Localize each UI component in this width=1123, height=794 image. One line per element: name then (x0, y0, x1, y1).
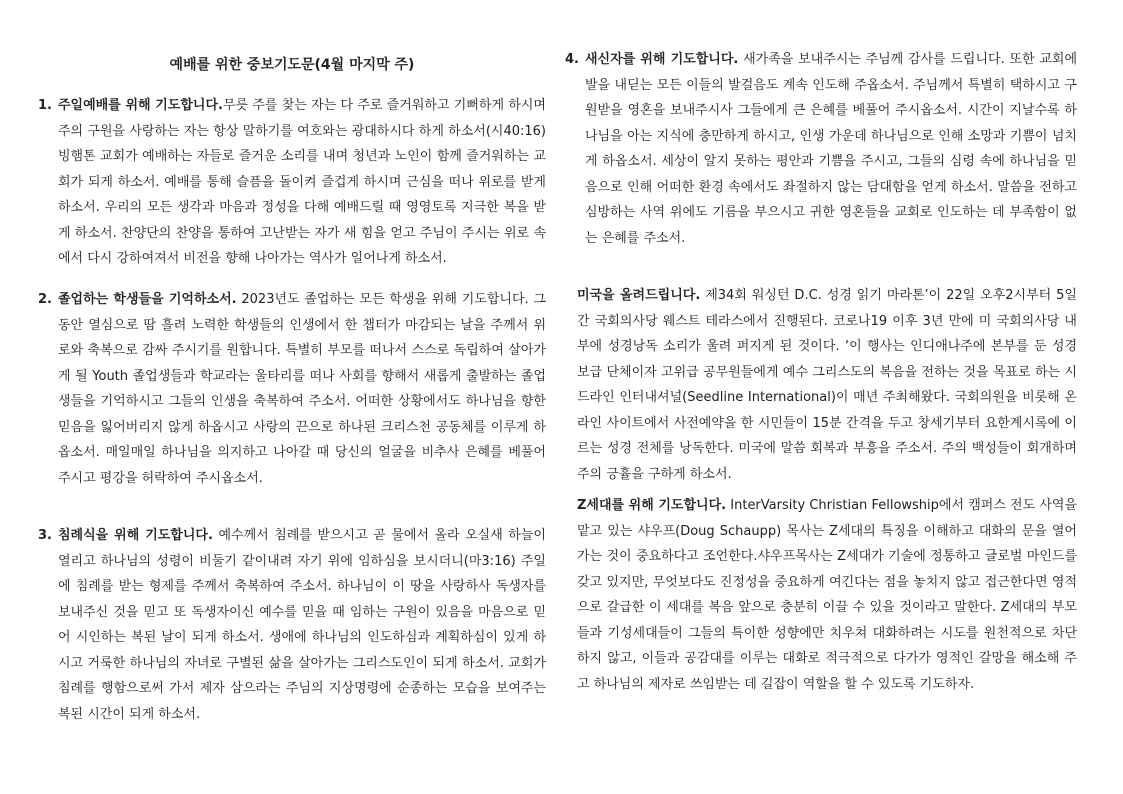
prayer-item-4 (565, 47, 1077, 251)
prayer-item-2 (38, 287, 546, 491)
section-heading: 미국을 올려드립니다. (577, 288, 701, 303)
item-text: 새가족을 보내주시는 주님께 감사를 드립니다. 또한 교회에 발을 내딛는 모든 이들의 발걸음도 계속 인도해 주옵소서. 주님께서 특별히 택하시고 구원받을 영혼을 보내주시사 그들에게 큰 은혜를 베풀어 주시옵소서. 시간이 지날수록 하나님을 아는 지식에 충만하게 하시고, 인생 가운데 하나님으로 인해 소망과 기쁨이 넘치게 하옵소서. 세상이 알지 못하는 평안과 기쁨을 주시고, 그들의 심령 속에 하나님을 믿음으로 인해 어떠한 환경 속에서도 좌절하지 않는 담대함을 얻게 하소서. 말씀을 전하고 심방하는 사역 위에도 기름을 부으시고 귀한 영혼들을 교회로 인도하는 데 부족함이 없는 은혜를 주소서. (585, 52, 1077, 246)
usa-prayer-section (577, 283, 1077, 487)
section-heading: Z세대를 위해 기도합니다. (577, 498, 727, 513)
item-number: 1. (38, 98, 52, 113)
item-text: 무릇 주를 찾는 자는 다 주로 즐거워하고 기뻐하게 하시며 주의 구원을 사랑하는 자는 항상 말하기를 여호와는 광대하시다 하게 하소서(시40:16) 빙햄톤 교회가 예배하는 자들로 즐거운 소리를 내며 청년과 노인이 함께 즐거워하는 교회가 되게 하소서. 예배를 통해 슬픔을 돌이켜 즐겁게 하시며 근심을 떠나 위로를 받게 하소서. 우리의 모든 생각과 마음과 정성을 다해 예배드릴 때 영영토록 지극한 복을 받게 하소서. 찬양단의 찬양을 통하여 고난받는 자가 새 힘을 얻고 주님이 주시는 위로 속에서 다시 강하여져서 비전을 향해 나아가는 역사가 일어나게 하소서. (58, 98, 546, 266)
prayer-item-1 (38, 93, 546, 272)
item-text: 2023년도 졸업하는 모든 학생을 위해 기도합니다. 그 동안 열심으로 땀 흘려 노력한 학생들의 인생에서 한 챕터가 마감되는 날을 주께서 위로와 축복으로 감싸 주시기를 원합니다. 특별히 부모를 떠나서 스스로 독립하여 살아가게 될 Youth 졸업생들과 학교라는 울타리를 떠나 사회를 향해서 새롭게 출발하는 졸업생들을 기억하시고 그들의 인생을 축복하여 주소서. 어떠한 상황에서도 하나님을 향한 믿음을 잃어버리지 않게 하옵시고 사랑의 끈으로 하나된 크리스천 공동체를 이루게 하옵소서. 매일매일 하나님을 의지하고 나아갈 때 당신의 얼굴을 비추사 은혜를 베풀어 주시고 평강을 허락하여 주시옵소서. (58, 292, 546, 486)
item-number: 3. (38, 528, 52, 543)
gen-z-prayer-section (577, 493, 1077, 697)
item-heading: 졸업하는 학생들을 기억하소서. (58, 292, 237, 307)
document-title: 예배를 위한 중보기도문(4월 마지막 주) (169, 57, 415, 73)
item-text: 예수께서 침례를 받으시고 곧 물에서 올라 오실새 하늘이 열리고 하나님의 성령이 비둘기 같이내려 자기 위에 임하심을 보시더니(마3:16) 주일에 침례를 받는 형제를 주께서 축복하여 주소서. 하나님이 이 땅을 사랑하사 독생자를 보내주신 것을 믿고 또 독생자이신 예수를 믿을 때 임하는 구원이 있음을 마음으로 믿어 시인하는 복된 날이 되게 하소서. 생애에 하나님의 인도하심과 계획하심이 있게 하시고 거룩한 하나님의 자녀로 구별된 삶을 살아가는 그리스도인이 되게 하소서. 교회가 침례를 행함으로써 가서 제자 삼으라는 주님의 지상명령에 순종하는 모습을 보여주는 복된 시간이 되게 하소서. (58, 528, 546, 722)
item-number: 2. (38, 292, 52, 307)
section-text: 제34회 워싱턴 D.C. 성경 읽기 마라톤’이 22일 오후2시부터 5일간 국회의사당 웨스트 테라스에서 진행된다. 코로나19 이후 3년 만에 미 국회의사당 내부에 성경낭독 소리가 울려 퍼지게 된 것이다. ‘이 행사는 인디애나주에 본부를 둔 성경 보급 단체이자 고위급 공무원들에게 예수 그리스도의 복음을 전하는 것을 목표로 하는 시드라인 인터내셔널(Seedline International)이 매년 주최해왔다. 국회의원을 비롯해 온라인 사이트에서 사전예약을 한 시민들이 15분 간격을 두고 창세기부터 요한계시록에 이르는 성경 전체를 낭독한다. 미국에 말씀 회복과 부흥을 주소서. 주의 백성들이 회개하며 주의 긍휼을 구하게 하소서. (577, 288, 1077, 482)
item-heading: 주일예배를 위해 기도합니다. (58, 98, 223, 113)
item-body (58, 93, 546, 272)
item-number: 4. (565, 52, 579, 67)
prayer-item-3 (38, 523, 546, 727)
item-heading: 새신자를 위해 기도합니다. (585, 52, 739, 67)
item-heading: 침례식을 위해 기도합니다. (58, 528, 213, 543)
item-body (58, 287, 546, 491)
item-body (58, 523, 546, 727)
item-body (585, 47, 1077, 251)
section-text: InterVarsity Christian Fellowship에서 캠퍼스 전도 사역을 맡고 있는 샤우프(Doug Schaupp) 목사는 Z세대의 특징을 이해하고 대화의 문을 열어가는 것이 중요하다고 조언한다.샤우프목사는 Z세대가 기술에 정통하고 글로벌 마인드를 갖고 있지만, 무엇보다도 진정성을 중요하게 여긴다는 점을 놓치지 않고 접근한다면 영적으로 갈급한 이 세대를 복음 앞으로 충분히 이끌 수 있을 것이라고 말한다. Z세대의 부모들과 기성세대들이 그들의 특이한 성향에만 치우쳐 대화하려는 시도를 원천적으로 차단하지 않고, 이들과 공감대를 이루는 대화로 적극적으로 다가가 영적인 갈망을 해소해 주고 하나님의 제자로 쓰임받는 데 길잡이 역할을 할 수 있도록 기도하자. (577, 498, 1078, 692)
